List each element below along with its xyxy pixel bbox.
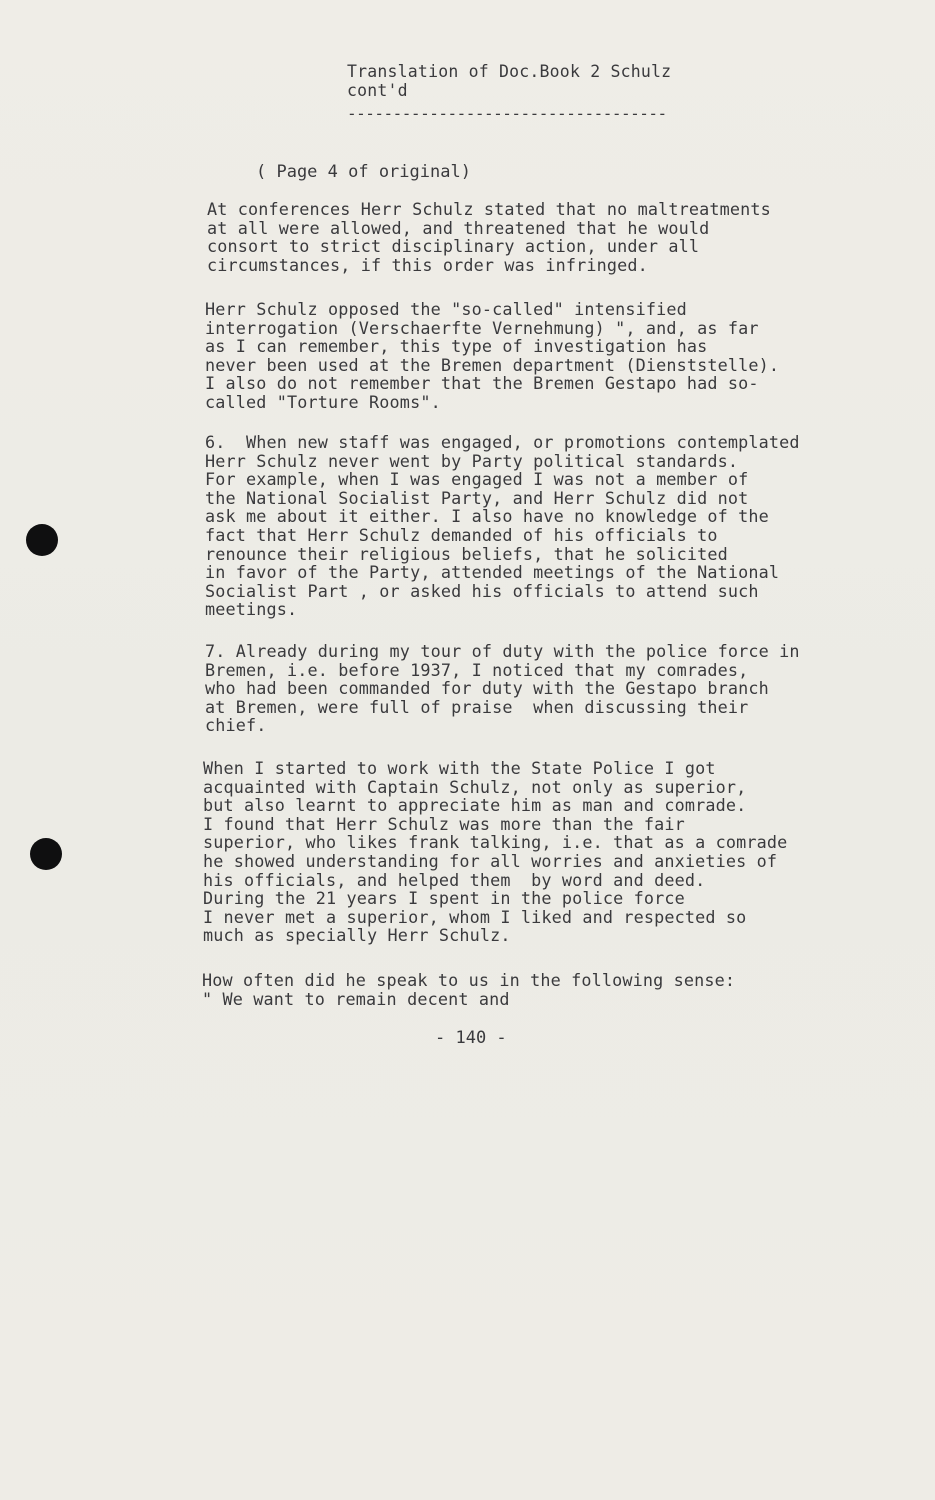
header-continued: cont'd [347,81,408,100]
paragraph-7-praise: 7. Already during my tour of duty with the police force in Bremen, i.e. before 1937, I noticed that my comrades, who had been commanded for duty with the Gestapo branch at Bremen, were full of praise when discussing their chief. [205,641,800,736]
paragraph-state-police: When I started to work with the State Police I got acquainted with Captain Schulz, not only as superior, but also learnt to appreciate him as man and comrade. I found that Herr Schulz was more than the fair superior, who likes frank talking, i.e. that as a comrade he showed understanding for all worries and anxieties of his officials, and helped them by word and deed. During the 21 years I spent in the police force I never met a superior, whom I liked and respected so much as specially Herr Schulz. [203,758,788,946]
header-title: Translation of Doc.Book 2 Schulz [347,62,672,81]
punch-hole [26,524,58,556]
punch-hole [30,838,62,870]
header-rule: ----------------------------------- [347,104,667,123]
original-page-reference: ( Page 4 of original) [256,162,471,182]
paragraph-interrogation: Herr Schulz opposed the "so-called" intensified interrogation (Verschaerfte Vernehmung) ", and, as far as I can remember, this type of investigation has never been used at the Bremen department (Dienststelle). I also do not remember that the Bremen Gestapo had so- called "Torture Rooms". [205,299,780,412]
paragraph-6-staff: 6. When new staff was engaged, or promotions contemplated Herr Schulz never went by Party political standards. For example, when I was engaged I was not a member of the National Socialist Party, and Herr Schulz did not ask me about it either. I also have no knowledge of the fact that Herr Schulz demanded of his officials to renounce their religious beliefs, that he solicited in favor of the Party, attended meetings of the National Socialist Part , or asked his officials to attend such meetings. [205,432,800,620]
paragraph-how-often: How often did he speak to us in the following sense: " We want to remain decent and [202,970,736,1009]
page-number: - 140 - [435,1028,507,1048]
paragraph-conferences: At conferences Herr Schulz stated that no maltreatments at all were allowed, and threatened that he would consort to strict disciplinary action, under all circumstances, if this order was infringed. [207,199,771,275]
document-header [347,62,671,100]
